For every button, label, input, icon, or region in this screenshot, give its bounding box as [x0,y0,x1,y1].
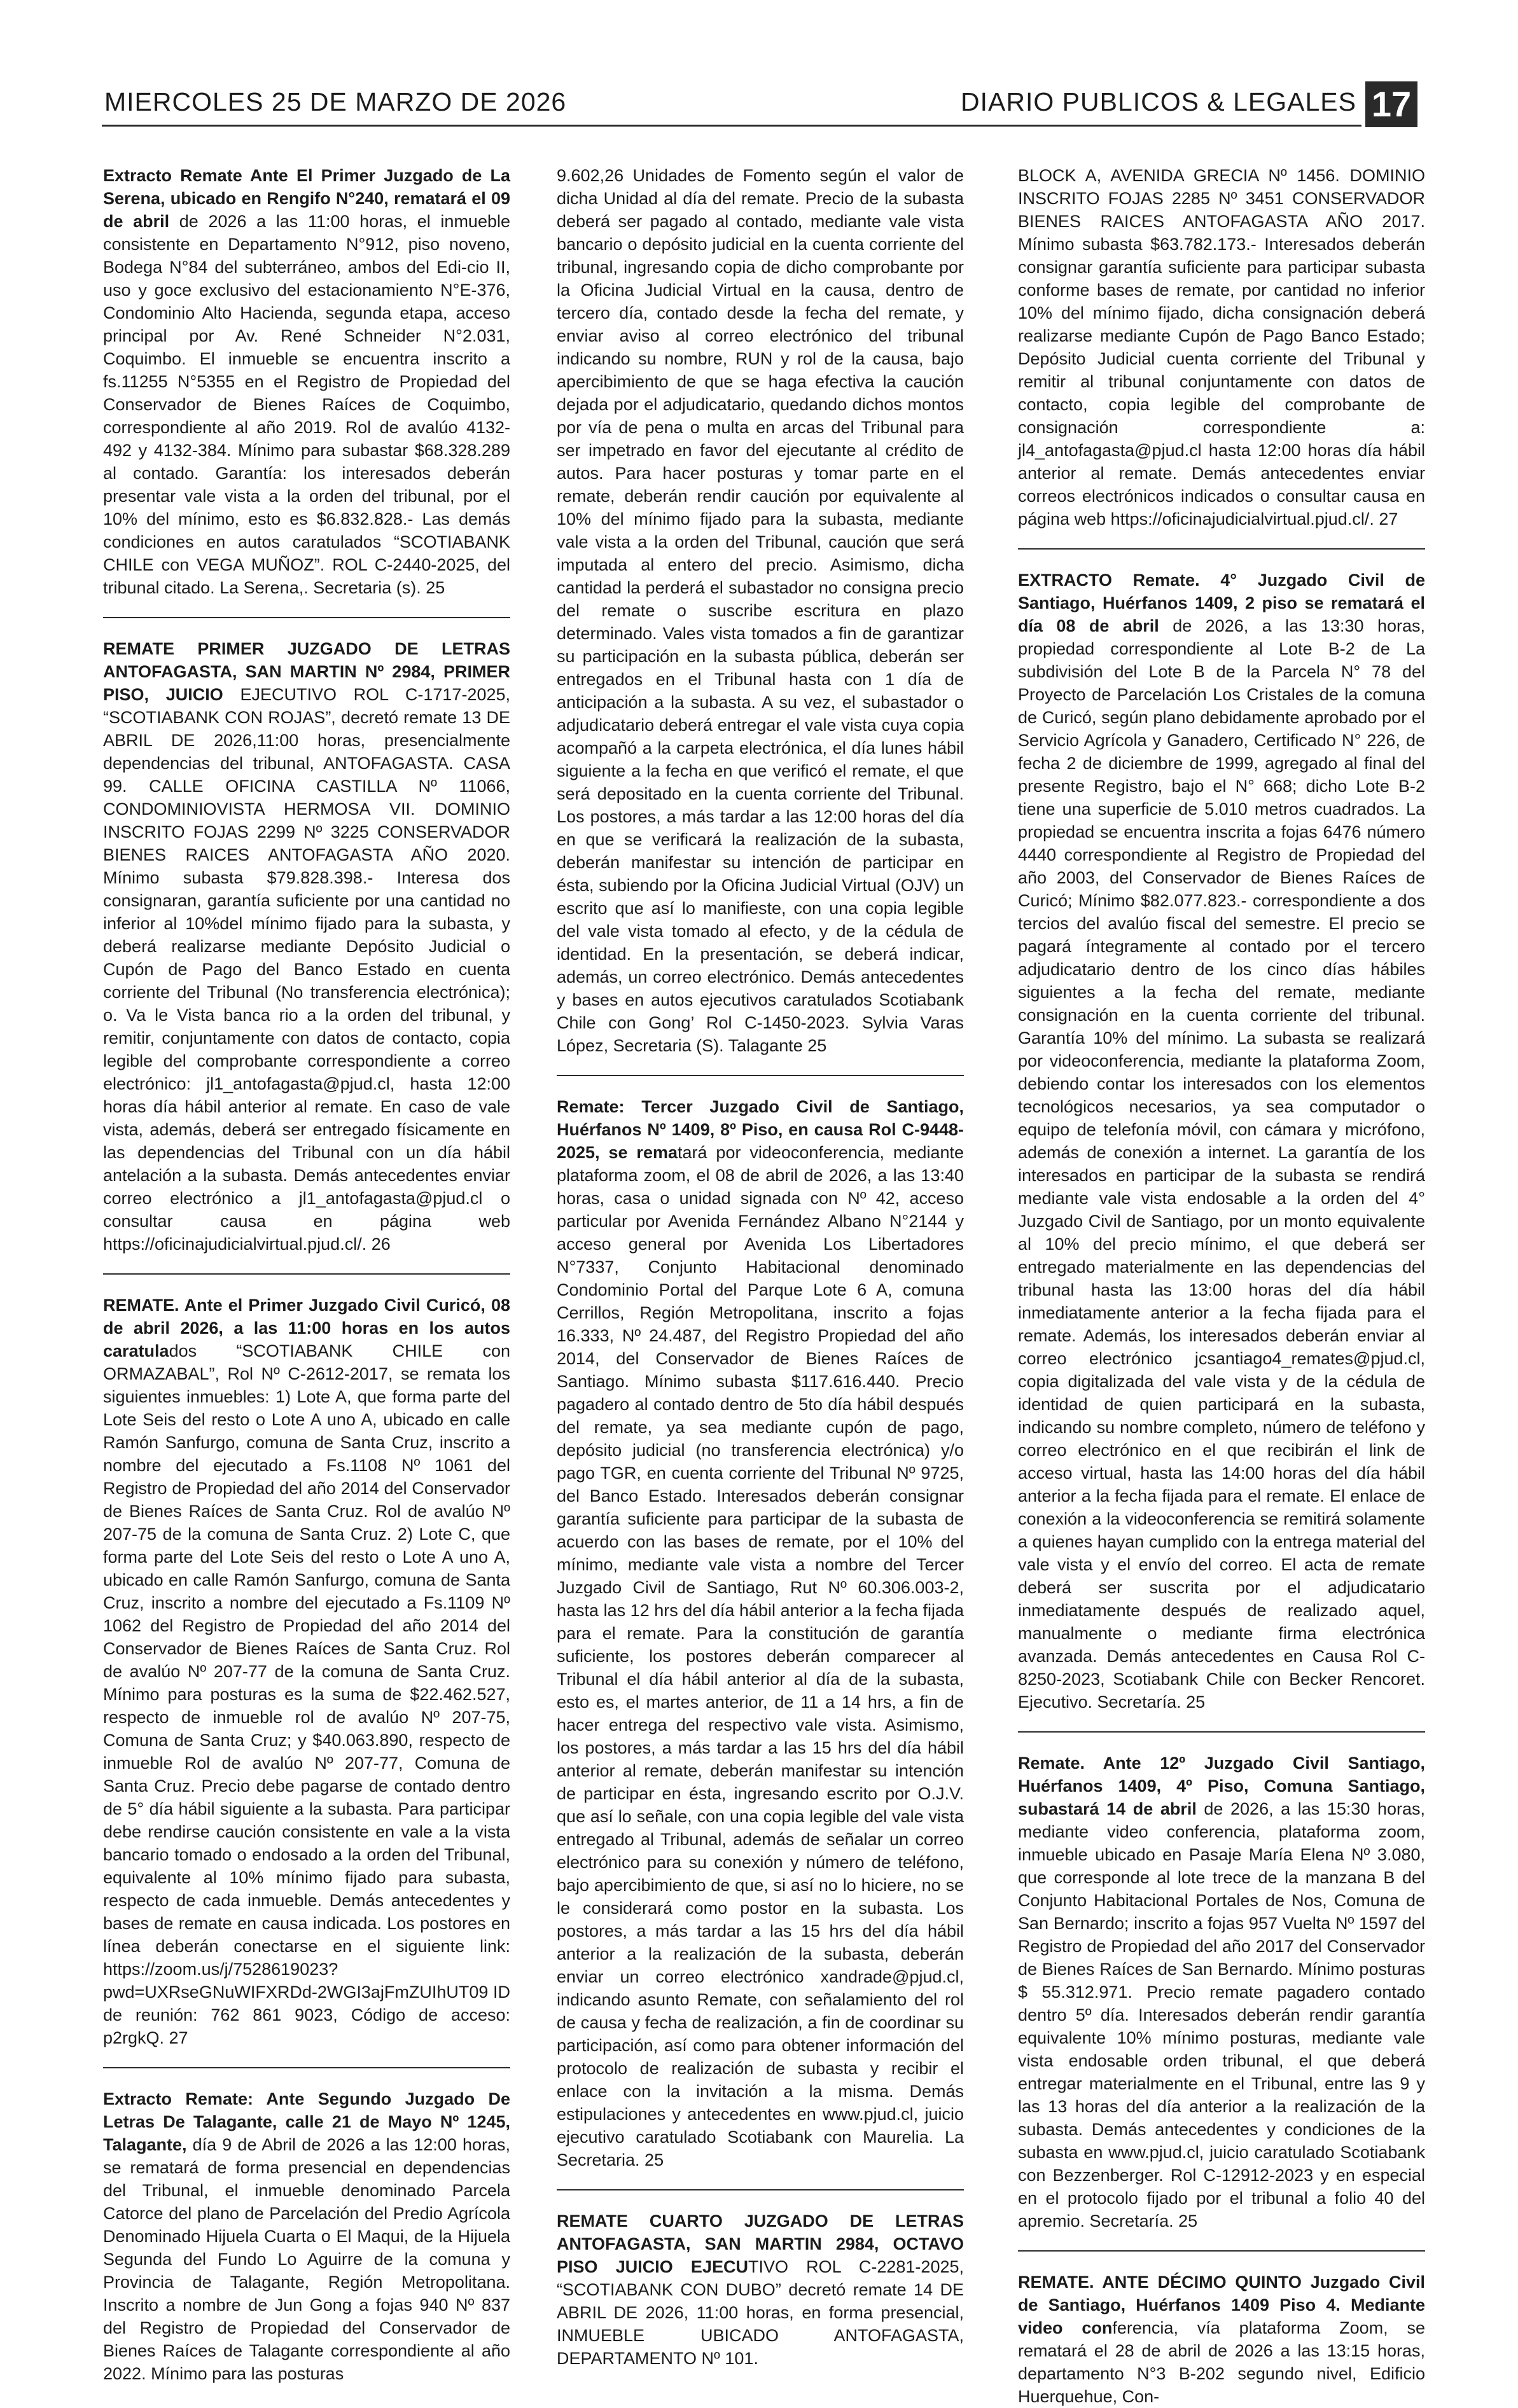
legal-notice [1018,2250,1425,2408]
notice-heading: EXTRACTO Remate. 4° Juzgado Civil de Santiago, Huérfanos 1409, 2 piso se rematará el día 08 de abril [1018,571,1425,635]
notice-heading: REMATE CUARTO JUZGADO DE LETRAS ANTOFAGASTA, SAN MARTIN 2984, OCTAVO PISO JUICIO EJECU [557,2211,964,2276]
legal-notice [103,1273,510,2049]
legal-notice [557,2189,964,2370]
legal-notice [103,617,510,1256]
notice-heading: REMATE. Ante el Primer Juzgado Civil Curicó, 08 de abril 2026, a las 11:00 horas en los autos caratula [103,1296,510,1360]
notice-heading: Remate. Ante 12º Juzgado Civil Santiago, Huérfanos 1409, 4º Piso, Comuna Santiago, subastará 14 de abril [1018,1754,1425,1818]
header-divider [102,125,1361,127]
notice-body: de 2026, a las 15:30 horas, mediante video conferencia, plataforma zoom, inmueble ubicado en Pasaje María Elena Nº 3.080, que corresponde al lote trece de la manzana B del Conjunto Habitacional Portales de Nos, Comuna de San Bernardo; inscrito a fojas 957 Vuelta Nº 1597 del Registro de Propiedad del año 2017 del Conservador de Bienes Raíces de San Bernardo. Mínimo posturas $ 55.312.971. Precio remate pagadero contado dentro 5º día. Interesados deberán rendir garantía equivalente 10% mínimo posturas, mediante vale vista endosable orden tribunal, el que deberá entregar materialmente en el Tribunal, entre las 9 y las 13 horas del día anterior a la realización de la subasta. Demás antecedentes y condiciones de la subasta en www.pjud.cl, juicio caratulado Scotiabank con Bezzenberger. Rol C-12912-2023 y en especial en el protocolo fijado por el tribunal a folio 40 del apremio. Secretaría. 25 [1018,1799,1425,2231]
page-header [102,81,1417,122]
notice-body: dos “SCOTIABANK CHILE con ORMAZABAL”, Rol Nº C-2612-2017, se remata los siguientes inmuebles: 1) Lote A, que forma parte del Lote Seis del resto o Lote A uno A, ubicado en calle Ramón Sanfurgo, comuna de Santa Cruz, inscrito a nombre del ejecutado a Fs.1108 Nº 1061 del Registro de Propiedad del año 2014 del Conservador de Bienes Raíces de Santa Cruz. Rol de avalúo Nº 207-75 de la comuna de Santa Cruz. 2) Lote C, que forma parte del Lote Seis del resto o Lote A uno A, ubicado en calle Ramón Sanfurgo, comuna de Santa Cruz, inscrito a nombre del ejecutado a Fs.1109 Nº 1062 del Registro de Propiedad del año 2014 del Conservador de Bienes Raíces de Santa Cruz. Rol de avalúo Nº 207-77 de la comuna de Santa Cruz. Mínimo para posturas es la suma de $22.462.527, respecto de inmueble rol de avalúo Nº 207-75, Comuna de Santa Cruz; y $40.063.890, respecto de inmueble Rol de avalúo Nº 207-77, Comuna de Santa Cruz. Precio debe pagarse de contado dentro de 5° día hábil siguiente a la subasta. Para participar debe rendirse caución consistente en vale a la vista bancario tomado o endosado a la orden del Tribunal, equivalente al 10% mínimo fijado para subasta, respecto de cada inmueble. Demás antecedentes y bases de remate en causa indicada. Los postores en línea deberán conectarse en el siguiente link: https://zoom.us/j/7528619023?pwd=UXRseGNuWIFXRDd-2WGI3ajFmZUIhUT09 ID de reunión: 762 861 9023, Código de acceso: p2rgkQ. 27 [103,1341,510,2047]
publication-name: DIARIO PUBLICOS & LEGALES [961,87,1356,116]
legal-notice [1018,1731,1425,2232]
issue-date: MIERCOLES 25 DE MARZO DE 2026 [104,87,567,116]
column-1 [103,164,510,2383]
legal-notice [1018,548,1425,1713]
notice-body: tará por videoconferencia, mediante plataforma zoom, el 08 de abril de 2026, a las 13:40 horas, casa o unidad signada con Nº 42, acceso particular por Avenida Fernández Albano N°2144 y acceso general por Avenida Los Libertadores N°7337, Conjunto Habitacional denominado Condominio Portal del Parque Lote 6 A, comuna Cerrillos, Región Metropolitana, inscrito a fojas 16.333, Nº 24.487, del Registro Propiedad del año 2014, del Conservador de Bienes Raíces de Santiago. Mínimo subasta $117.616.440. Precio pagadero al contado dentro de 5to día hábil después del remate, ya sea mediante cupón de pago, depósito judicial (no transferencia electrónica) y/o pago TGR, en cuenta corriente del Tribunal Nº 9725, del Banco Estado. Interesados deberán consignar garantía suficiente para participar de la subasta de acuerdo con las bases de remate, por el 10% del mínimo, mediante vale vista a nombre del Tercer Juzgado Civil de Santiago, Rut Nº 60.306.003-2, hasta las 12 hrs del día hábil anterior a la fecha fijada para el remate. Para la constitución de garantía suficiente, los postores deberán comparecer al Tribunal el día hábil anterior al día de la subasta, esto es, el martes anterior, de 11 a 14 hrs, a fin de hacer entrega del respectivo vale vista. Asimismo, los postores, a más tardar a las 15 hrs del día hábil anterior al remate, deberán manifestar su intención de participar en ésta, ingresando escrito por O.J.V. que así lo señale, con una copia legible del vale vista entregado al Tribunal, además de señalar un correo electrónico para su conexión y número de teléfono, bajo apercibimiento de que, si así no lo hiciere, no se le considerará como postor en la subasta. Los postores, a más tardar a las 15 hrs del día hábil anterior a la realización de la subasta, deberán enviar un correo electrónico xandrade@pjud.cl, indicando asunto Remate, con señalamiento del rol de causa y fecha de realización, a fin de coordinar su participación, así como para obtener información del protocolo de realización de subasta y recibir el enlace con la invitación a la misma. Demás estipulaciones y antecedentes en www.pjud.cl, juicio ejecutivo caratulado Scotiabank con Maurelia. La Secretaria. 25 [557,1143,964,2169]
notice-body: 9.602,26 Unidades de Fomento según el valor de dicha Unidad al día del remate. Precio de la subasta deberá ser pagado al contado, mediante vale vista bancario o depósito judicial en la cuenta corriente del tribunal, ingresando copia de dicho comprobante por la Oficina Judicial Virtual en la causa, dentro de tercero día, contado desde la fecha del remate, y enviar aviso al correo electrónico del tribunal indicando su nombre, RUN y rol de la causa, bajo apercibimiento de que se haga efectiva la caución dejada por el adjudicatario, quedando dichos montos por vía de pena o multa en arcas del Tribunal para ser impetrado en favor del ejecutante al crédito de autos. Para hacer posturas y tomar parte en el remate, deberán rendir caución por equivalente al 10% del mínimo fijado para la subasta, mediante vale vista a la orden del Tribunal, caución que será imputada al entero del precio. Asimismo, dicha cantidad la perderá el subastador no consigna precio del remate o suscribe escritura en plazo determinado. Vales vista tomados a fin de garantizar su participación en la subasta pública, deberán ser entregados en el Tribunal hasta con 1 día de anticipación a la subasta. A su vez, el subastador o adjudicatario deberá entregar el vale vista cuya copia acompañó a la carpeta electrónica, el día lunes hábil siguiente a la fecha en que verificó el remate, el que será depositado en la cuenta corriente del Tribunal. Los postores, a más tardar a las 12:00 horas del día en que se verificará la realización de la subasta, deberán manifestar su intención de participar en ésta, subiendo por la Oficina Judicial Virtual (OJV) un escrito que así lo manifieste, con una copia legible del vale vista tomado al efecto, y de la cédula de identidad. En la presentación, se deberá indicar, además, un correo electrónico. Demás antecedentes y bases en autos ejecutivos caratulados Scotiabank Chile con Gong’ Rol C-1450-2023. Sylvia Varas López, Secretaria (S). Talagante 25 [557,166,964,1055]
notice-body: de 2026, a las 13:30 horas, propiedad correspondiente al Lote B-2 de La subdivisión del Lote B de la Parcela N° 78 del Proyecto de Parcelación Los Cristales de la comuna de Curicó, según plano debidamente aprobado por el Servicio Agrícola y Ganadero, Certificado N° 226, de fecha 2 de diciembre de 1999, agregado al final del presente Registro, bajo el N° 668; dicho Lote B-2 tiene una superficie de 5.010 metros cuadrados. La propiedad se encuentra inscrita a fojas 6476 número 4440 correspondiente al Registro de Propiedad del año 2003, del Conservador de Bienes Raíces de Curicó; Mínimo $82.077.823.- correspondiente a dos tercios del avalúo fiscal del semestre. El precio se pagará íntegramente al contado por el tercero adjudicatario dentro de los cinco días hábiles siguientes a la fecha del remate, mediante consignación en la cuenta corriente del tribunal. Garantía 10% del mínimo. La subasta se realizará por videoconferencia, mediante la plataforma Zoom, debiendo contar los interesados con los elementos tecnológicos necesarios, ya sea computador o equipo de telefonía móvil, con cámara y micrófono, además de conexión a internet. La garantía de los interesados en participar de la subasta se rendirá mediante vale vista endosable a la orden del 4° Juzgado Civil de Santiago, por un monto equivalente al 10% del precio mínimo, el que deberá ser entregado materialmente en las dependencias del tribunal hasta las 13:00 horas del día hábil inmediatamente anterior a la fecha fijada para el remate. Además, los interesados deberán enviar al correo electrónico jcsantiago4_remates@pjud.cl, copia digitalizada del vale vista y de la cédula de identidad de quien participará en la subasta, indicando su nombre completo, número de teléfono y correo electrónico en el que recibirán el link de acceso virtual, hasta las 14:00 horas del día hábil anterior a la fecha fijada para el remate. El enlace de conexión a la videoconferencia se remitirá solamente a quienes hayan cumplido con la entrega material del vale vista y el envío del correo. El acta de remate deberá ser suscrita por el adjudicatario inmediatamente después de realizado aquel, manualmente o mediante firma electrónica avanzada. Demás antecedentes en Causa Rol C-8250-2023, Scotiabank Chile con Becker Rencoret. Ejecutivo. Secretaría. 25 [1018,616,1426,1712]
notice-body: EJECUTIVO ROL C-1717-2025, “SCOTIABANK CON ROJAS”, decretó remate 13 DE ABRIL DE 2026,11:00 horas, presencialmente dependencias del tribunal, ANTOFAGASTA. CASA 99. CALLE OFICINA CASTILLA Nº 11066, CONDOMINIOVISTA HERMOSA VII. DOMINIO INSCRITO FOJAS 2299 Nº 3225 CONSERVADOR BIENES RAICES ANTOFAGASTA AÑO 2020. Mínimo subasta $79.828.398.- Interesa dos consignaran, garantía suficiente por una cantidad no inferior al 10%del mínimo fijado para la subasta, y deberá realizarse mediante Depósito Judicial o Cupón de Pago del Banco Estado en cuenta corriente del Tribunal (No transferencia electrónica); o. Va le Vista banca rio a la orden del tribunal, y remitir, conjuntamente con datos de contacto, copia legible del comprobante correspondiente a correo electrónico: jl1_antofagasta@pjud.cl, hasta 12:00 horas día hábil anterior al remate. En caso de vale vista, además, deberá ser entregado físicamente en las dependencias del Tribunal con un día hábil antelación a la subasta. Demás antecedentes enviar correo electrónico a jl1_antofagasta@pjud.cl o consultar causa en página web https://oficinajudicialvirtual.pjud.cl/. 26 [103,685,510,1254]
legal-notice [557,1075,964,2171]
legal-notice-continued [557,164,964,1057]
notice-heading: REMATE. ANTE DÉCIMO QUINTO Juzgado Civil de Santiago, Huérfanos 1409 Piso 4. Mediante video con [1018,2273,1425,2337]
notice-body: BLOCK A, AVENIDA GRECIA Nº 1456. DOMINIO INSCRITO FOJAS 2285 Nº 3451 CONSERVADOR BIENES RAICES ANTOFAGASTA AÑO 2017. Mínimo subasta $63.782.173.- Interesados deberán consignar garantía suficiente para participar subasta conforme bases de remate, por cantidad no inferior 10% del mínimo fijado, dicha consignación deberá realizarse mediante Cupón de Pago Banco Estado; Depósito Judicial cuenta corriente del Tribunal y remitir al tribunal conjuntamente con datos de contacto, copia legible del comprobante de consignación correspondiente a: jl4_antofagasta@pjud.cl hasta 12:00 horas día hábil anterior al remate. Demás antecedentes enviar correos electrónicos indicados o consultar causa en página web https://oficinajudicialvirtual.pjud.cl/. 27 [1018,166,1425,529]
notice-heading: REMATE PRIMER JUZGADO DE LETRAS ANTOFAGASTA, SAN MARTIN Nº 2984, PRIMER PISO, JUICIO [103,639,510,704]
legal-notice [103,164,510,599]
notice-heading: Extracto Remate: Ante Segundo Juzgado De Letras De Talagante, calle 21 de Mayo Nº 1245, Talagante, [103,2089,510,2154]
legal-notice [103,2067,510,2385]
notice-heading: Remate: Tercer Juzgado Civil de Santiago, Huérfanos Nº 1409, 8º Piso, en causa Rol C-9448-2025, se rema [557,1097,964,1162]
notice-body: de 2026 a las 11:00 horas, el inmueble consistente en Departamento N°912, piso noveno, Bodega N°84 del subterráneo, ambos del Edi-cio II, uso y goce exclusivo del estacionamiento N°E-376, Condominio Alto Hacienda, segunda etapa, acceso principal por Av. René Schneider N°2.031, Coquimbo. El inmueble se encuentra inscrito a fs.11255 N°5355 en el Registro de Propiedad del Conservador de Bienes Raíces de Coquimbo, correspondiente al año 2019. Rol de avalúo 4132-492 y 4132-384. Mínimo para subastar $68.328.289 al contado. Garantía: los interesados deberán presentar vale vista a la orden del tribunal, por el 10% del mínimo, esto es $6.832.828.- Las demás condiciones en autos caratulados “SCOTIABANK CHILE con VEGA MUÑOZ”. ROL C-2440-2025, del tribunal citado. La Serena,. Secretaria (s). 25 [103,212,510,597]
page-number-badge: 17 [1365,81,1417,127]
column-3 [1018,164,1426,2406]
notice-body: ferencia, vía plataforma Zoom, se rematará el 28 de abril de 2026 a las 13:15 horas, departamento N°3 B-202 segundo nivel, Edificio Huerquehue, Con- [1018,2318,1425,2406]
notice-heading: Extracto Remate Ante El Primer Juzgado de La Serena, ubicado en Rengifo N°240, rematará el 09 de abril [103,166,510,231]
notice-body: TIVO ROL C-2281-2025, “SCOTIABANK CON DUBO” decretó remate 14 DE ABRIL DE 2026, 11:00 horas, en forma presencial, INMUEBLE UBICADO ANTOFAGASTA, DEPARTAMENTO Nº 101. [557,2257,964,2368]
column-2 [557,164,964,2368]
notice-body: día 9 de Abril de 2026 a las 12:00 horas, se rematará de forma presencial en dependencias del Tribunal, el inmueble denominado Parcela Catorce del plano de Parcelación del Predio Agrícola Denominado Hijuela Cuarta o El Maqui, de la Hijuela Segunda del Fundo Lo Aguirre de la comuna y Provincia de Talagante, Región Metropolitana. Inscrito a nombre de Jun Gong a fojas 940 Nº 837 del Registro de Propiedad del Conservador de Bienes Raíces de Talagante correspondiente al año 2022. Mínimo para las posturas [103,2135,510,2383]
legal-notice-continued [1018,164,1425,530]
